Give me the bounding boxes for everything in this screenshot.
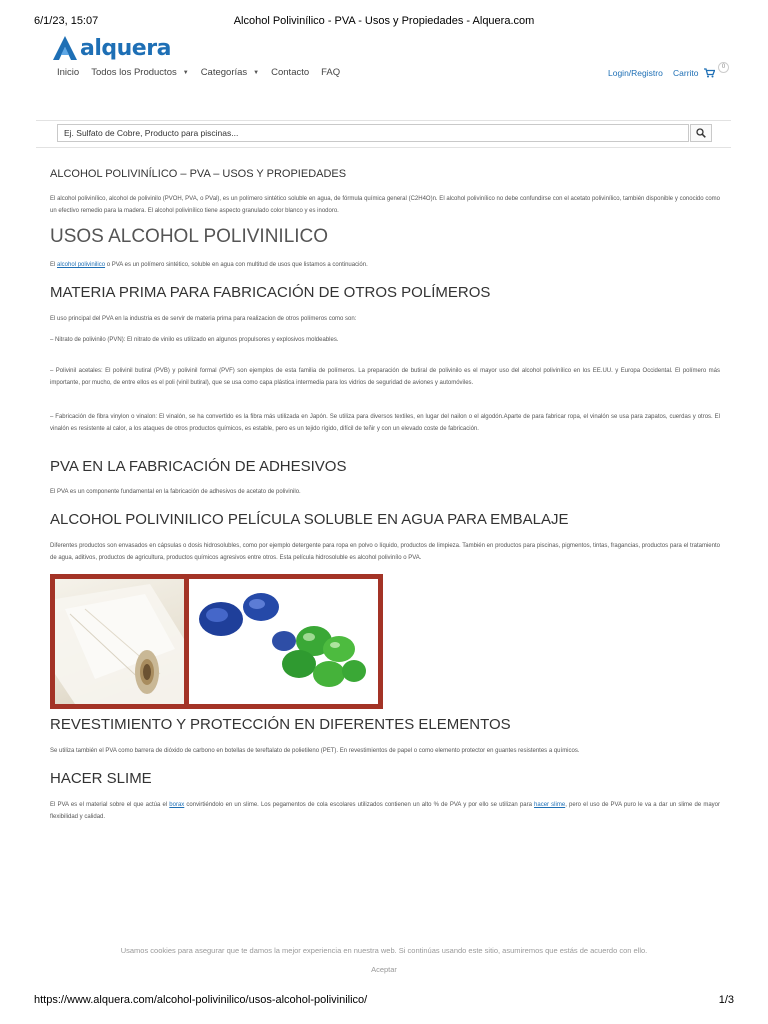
main-nav [57,67,352,78]
pva-film-and-pods-image [50,574,383,709]
detergent-pods-image [189,579,378,704]
hacer-slime-link[interactable]: hacer slime [534,802,566,808]
nav-item-inicio[interactable] [57,67,79,78]
paragraph: Se utiliza también el PVA como barrera de dióxido de carbono en botellas de tereftalato de polietileno (PET). En revestimientos de papel o como elemento protector en guantes resistentes a químicos. [50,748,580,754]
print-url: https://www.alquera.com/alcohol-polivinilico/usos-alcohol-polivinilico/ [34,994,368,1006]
section-heading-embalaje: ALCOHOL POLIVINILICO PELÍCULA SOLUBLE EN AGUA PARA EMBALAJE [50,511,569,528]
paragraph: El PVA es un componente fundamental en la fabricación de adhesivos de acetato de polivinilo. [50,489,301,495]
cart-label: Carrito [673,68,699,78]
alquera-logo-icon [52,35,78,61]
nav-label: Inicio [57,67,80,78]
section-heading-slime: HACER SLIME [50,770,152,787]
text: , pero el uso de PVA puro le va a dar un slime de mayor flexibilidad y calidad. [50,802,720,820]
section-heading-materia-prima: MATERIA PRIMA PARA FABRICACIÓN DE OTROS POLÍMEROS [50,284,491,301]
cart-link[interactable] [673,68,715,78]
borax-link[interactable]: borax [169,802,185,808]
search-input[interactable]: Ej. Sulfato de Cobre, Producto para piscinas... [57,124,689,142]
paragraph: – Fabricación de fibra vinylon o vinalon: El vinalón, se ha convertido es la fibra más utilizada en Japón. Se utiliza para diversos textiles, en lugar del nailon o el algodón.Aparte de para fabricar ropa, el vinalón se usa para zapatos, cuerdas y otros. El vinalón es resistente al calor, a los ataques de otros productos químicos, es estable, pero es un tejido rígido, difícil de teñir y con un elevado coste de fabricación. [50,414,720,432]
search-icon [696,128,706,138]
cart-icon [704,68,715,78]
film-roll-icon [55,579,184,704]
text: convirtiéndolo en un slime. Los pegamentos de cola escolares utilizados contienen un alto % de PVA y por ello se utilizan para [184,802,535,808]
nav-item-contacto[interactable] [271,67,309,78]
cookie-accept-button[interactable]: Aceptar [371,965,397,974]
paragraph: – Nitrato de polivinilo (PVN): El nitrato de vinilo es utilizado en algunos propulsores y explosivos moldeables. [50,337,339,343]
cookie-notice-text: Usamos cookies para asegurar que te damos la mejor experiencia en nuestra web. Si continúas usando este sitio, asumiremos que estás de acuerdo con ello. [120,946,648,955]
slime-paragraph [50,800,720,823]
print-header [0,15,768,31]
site-logo[interactable] [52,33,171,63]
pva-film-roll-image [55,579,184,704]
caret-down-icon: ▼ [253,69,260,76]
search-button[interactable] [690,124,712,142]
nav-item-categorias[interactable] [201,67,259,78]
text: El PVA es el material sobre el que actúa el [50,802,170,808]
logo-text: alquera [80,35,171,61]
text: El [50,262,58,268]
nav-item-faq[interactable] [321,67,340,78]
article-title: ALCOHOL POLIVINÍLICO – PVA – USOS Y PROPIEDADES [50,168,347,180]
section-heading-revestimiento: REVESTIMIENTO Y PROTECCIÓN EN DIFERENTES ELEMENTOS [50,716,511,733]
nav-label: Categorías [200,67,248,78]
paragraph: – Polivinil acetales: El polivinil butiral (PVB) y polivinil formal (PVF) son ejemplos de esta familia de polímeros. La preparación de butiral de polivinilo es el mayor uso del alcohol polivinílico en los EE.UU. y Europa Occidental. El polímero más importante, por mucho, de entre ellos es el poli (vinil butiral), que se usa como capa plástica intermedia para los vidrios de seguridad de aviones y automóviles. [50,368,720,386]
paragraph: Diferentes productos son envasados en cápsulas o dosis hidrosolubles, como por ejemplo detergente para ropa en polvo o líquido, productos de limpieza. También en productos para piscinas, pigmentos, tintas, fragancias, productos para el tratamiento de agua, aditivos, productos de agricultura, productos químicos agresivos entre otros. Esta película hidrosoluble es alcohol polivinílo o PVA. [50,543,720,561]
paragraph: El uso principal del PVA en la industria es de servir de materia prima para realizacion de otros polímeros como son: [50,316,357,322]
nav-label: Todos los Productos [91,67,177,78]
nav-label: FAQ [321,67,341,78]
detergent-pods-icon [189,579,378,704]
print-date: 6/1/23, 15:07 [34,15,99,27]
print-page-number: 1/3 [718,994,734,1006]
caret-down-icon: ▼ [182,69,189,76]
print-doc-title: Alcohol Polivinílico - PVA - Usos y Propiedades - Alquera.com [233,15,535,27]
section-heading-adhesivos: PVA EN LA FABRICACIÓN DE ADHESIVOS [50,458,347,475]
usos-paragraph [50,260,720,272]
nav-label: Contacto [271,67,310,78]
text: o PVA es un polímero sintético, soluble en agua con multitud de usos que listamos a continuación. [105,262,368,268]
intro-paragraph: El alcohol polivinílico, alcohol de polivinilo (PVOH, PVA, o PVal), es un polímero sintético soluble en agua, de fórmula química general (C2H4O)n. El alcohol polivinílico no debe confundirse con el acetato polivinílico, también disponible y conocido como un efectivo remedio para la madera. El alcohol polivinílico tiene aspecto granulado color blanco y es inodoro. [50,196,720,214]
cart-count-badge: 0 [718,62,729,73]
nav-item-todos-los-productos[interactable] [91,67,189,78]
usos-heading: USOS ALCOHOL POLIVINILICO [50,226,329,247]
login-register-link[interactable]: Login/Registro [608,68,663,78]
alcohol-polivinilico-link[interactable]: alcohol polivinilico [57,262,106,268]
